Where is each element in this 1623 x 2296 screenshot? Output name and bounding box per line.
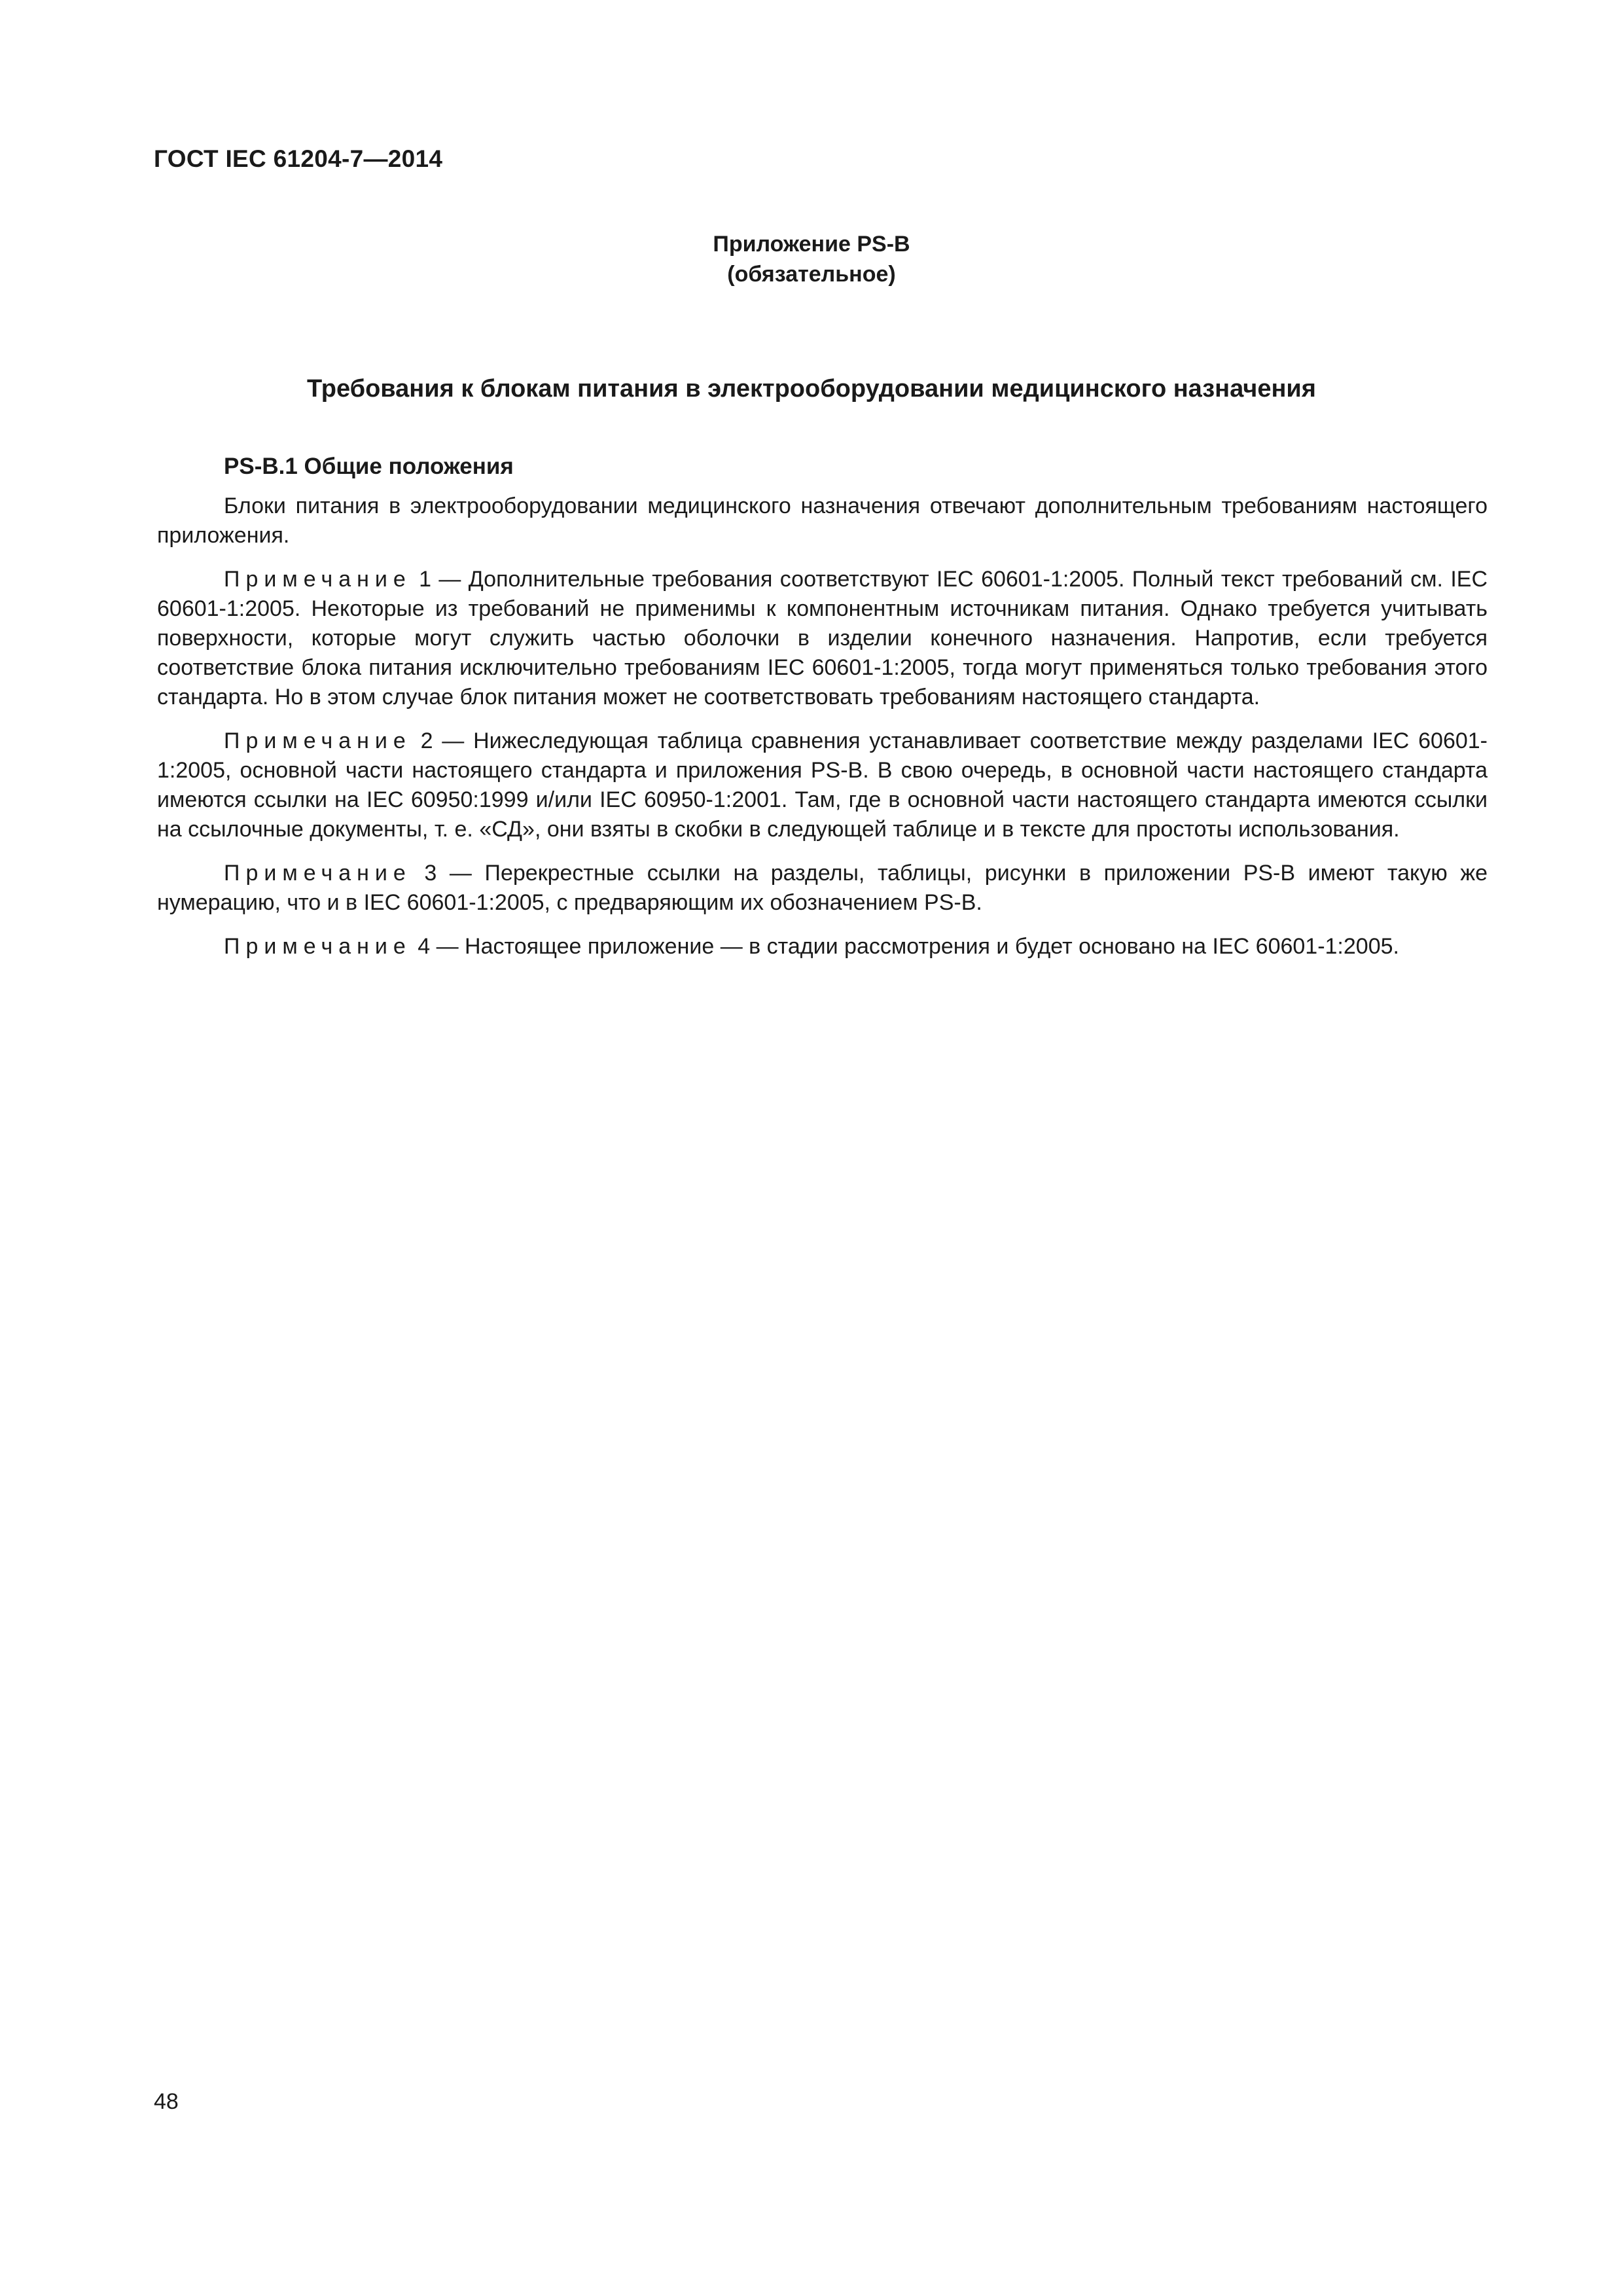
note-text: 2 — Нижеследующая таблица сравнения устанавливает соответствие между разделами IEC 60601-1:2005, основной части настоящего стандарта и приложения PS-B. В свою очередь, в основной части настоящего стандарта имеются ссылки на IEC 60950:1999 и/или IEC 60950-1:2001. Там, где в основной части настоящего стандарта имеются ссылки на ссылочные документы, т. е. «СД», они взяты в скобки в следующей таблице и в тексте для простоты использования. — [157, 728, 1488, 842]
note-text: 1 — Дополнительные требования соответствуют IEC 60601-1:2005. Полный текст требований см. IEC 60601-1:2005. Некоторые из требований не применимы к компонентным источникам питания. Однако требуется учитывать поверхности, которые могут служить частью оболочки в изделии конечного назначения. Напротив, если требуется соответствие блока питания исключительно требованиям IEC 60601-1:2005, тогда могут применяться только требования этого стандарта. Но в этом случае блок питания может не соответствовать требованиям настоящего стандарта. — [157, 567, 1488, 709]
note-paragraph — [157, 859, 1488, 918]
note-text: 4 — Настоящее приложение — в стадии рассмотрения и будет основано на IEC 60601-1:2005. — [411, 934, 1399, 959]
note-text: 3 — Перекрестные ссылки на разделы, таблицы, рисунки в приложении PS-B имеют такую же нумерацию, что и в IEC 60601-1:2005, с предваряющим их обозначением PS-B. — [157, 861, 1488, 915]
note-label: Примечание — [224, 861, 412, 886]
note-label: Примечание — [224, 934, 412, 959]
section-intro-paragraph: Блоки питания в электрооборудовании медицинского назначения отвечают дополнительным требованиям настоящего приложения. — [157, 493, 1488, 548]
page-number: 48 — [154, 2089, 179, 2114]
note-paragraph — [157, 726, 1488, 844]
section-heading: PS-B.1 Общие положения — [224, 454, 514, 479]
note-label: Примечание — [224, 728, 412, 753]
standard-id-header: ГОСТ IEC 61204-7—2014 — [154, 145, 443, 172]
note-label: Примечание — [224, 567, 412, 592]
annex-label: Приложение PS-B — [713, 232, 910, 257]
annex-title: Требования к блокам питания в электрооборудовании медицинского назначения — [307, 375, 1316, 403]
annex-status: (обязательное) — [727, 262, 896, 287]
annex-label-block — [0, 229, 1623, 289]
note-paragraph — [157, 565, 1488, 712]
note-paragraph — [157, 932, 1488, 961]
annex-body — [157, 452, 1488, 976]
